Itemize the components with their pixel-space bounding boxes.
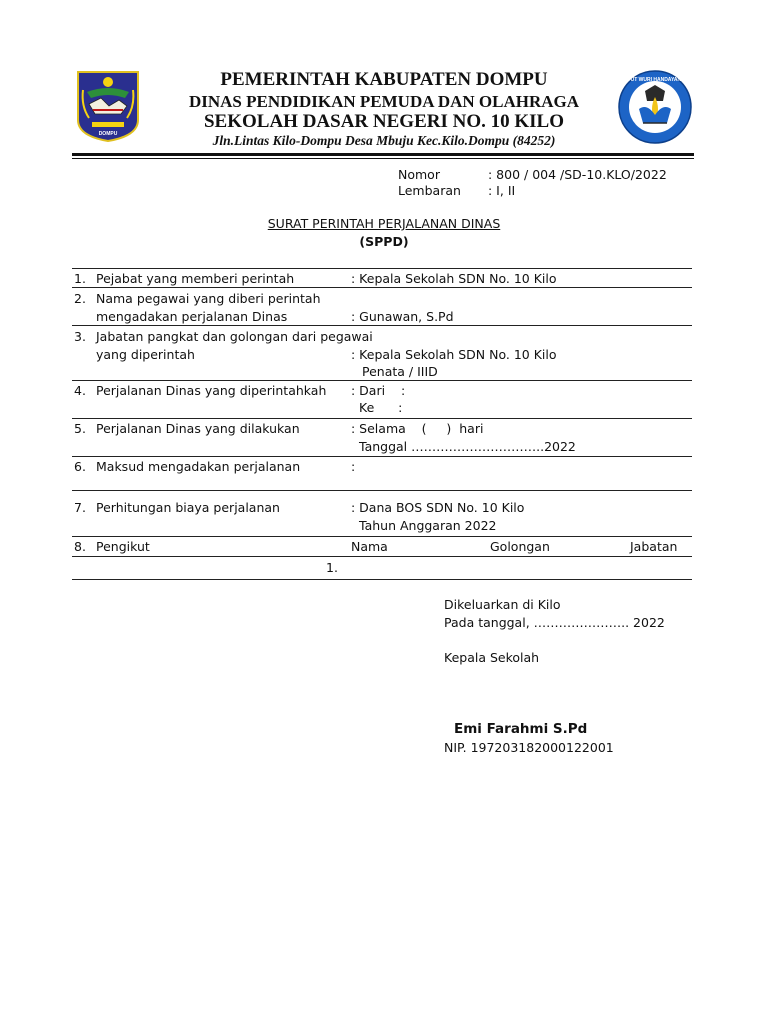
table-rule-4 [72, 418, 692, 419]
row-4-value-from: : Dari : [351, 383, 406, 398]
table-rule-bottom [72, 579, 692, 580]
row-4-label: Perjalanan Dinas yang diperintahkah [96, 383, 327, 398]
header-rule-thick [72, 153, 694, 156]
table-rule-3 [72, 380, 692, 381]
signer-nip: NIP. 197203182000122001 [444, 740, 614, 755]
row-6-number: 6. [74, 459, 86, 474]
issued-place: Dikeluarkan di Kilo [444, 597, 561, 612]
row-8-col-golongan: Golongan [490, 539, 550, 554]
document-subtitle: (SPPD) [359, 234, 409, 249]
row-2-number: 2. [74, 291, 86, 306]
row-2-label-line1: Nama pegawai yang diberi perintah [96, 291, 321, 306]
row-1-label: Pejabat yang memberi perintah [96, 271, 295, 286]
header-line-1: PEMERINTAH KABUPATEN DOMPU [220, 69, 548, 90]
lembaran-label: Lembaran [398, 183, 461, 198]
row-7-label: Perhitungan biaya perjalanan [96, 500, 280, 515]
row-5-value-date: Tanggal …………………………..2022 [359, 439, 576, 454]
row-5-number: 5. [74, 421, 86, 436]
header-rule-thin [72, 158, 694, 159]
row-3-label-line2: yang diperintah [96, 347, 195, 362]
row-5-value-duration: : Selama ( ) hari [351, 421, 484, 436]
row-3-value-line2: Penata / IIID [362, 364, 438, 379]
lembaran-value: : I, II [488, 183, 516, 198]
row-8-item-1: 1. [326, 560, 338, 575]
issued-date: Pada tanggal, ………………….. 2022 [444, 615, 665, 630]
table-rule-6 [72, 490, 692, 491]
row-3-value-line1: : Kepala Sekolah SDN No. 10 Kilo [351, 347, 557, 362]
emblem-caption: DOMPU [98, 131, 118, 137]
nomor-label: Nomor [398, 167, 440, 182]
row-1-number: 1. [74, 271, 86, 286]
table-rule-1 [72, 287, 692, 288]
row-2-label-line2: mengadakan perjalanan Dinas [96, 309, 288, 324]
row-7-value-line2: Tahun Anggaran 2022 [359, 518, 497, 533]
table-rule-8 [72, 556, 692, 557]
row-7-number: 7. [74, 500, 86, 515]
row-8-number: 8. [74, 539, 86, 554]
row-5-label: Perjalanan Dinas yang dilakukan [96, 421, 300, 436]
table-rule-2 [72, 325, 692, 326]
header-line-3: SEKOLAH DASAR NEGERI NO. 10 KILO [203, 111, 564, 132]
header-line-2: DINAS PENDIDIKAN PEMUDA DAN OLAHRAGA [188, 92, 580, 111]
row-8-col-jabatan: Jabatan [630, 539, 678, 554]
table-rule-5 [72, 456, 692, 457]
row-8-col-nama: Nama [351, 539, 388, 554]
row-3-number: 3. [74, 329, 86, 344]
row-8-label: Pengikut [96, 539, 150, 554]
row-3-label-line1: Jabatan pangkat dan golongan dari pegawai [96, 329, 373, 344]
table-rule-top [72, 268, 692, 269]
nomor-value: : 800 / 004 /SD-10.KLO/2022 [488, 167, 667, 182]
document-title: SURAT PERINTAH PERJALANAN DINAS [267, 216, 501, 231]
signer-name: Emi Farahmi S.Pd [454, 721, 588, 737]
row-1-value: : Kepala Sekolah SDN No. 10 Kilo [351, 271, 557, 286]
row-4-number: 4. [74, 383, 86, 398]
table-rule-7 [72, 536, 692, 537]
logo-motto: TUT WURI HANDAYANI [627, 77, 683, 83]
row-6-value: : [351, 459, 356, 474]
row-2-value: : Gunawan, S.Pd [351, 309, 454, 324]
row-4-value-to: Ke : [359, 400, 403, 415]
row-6-label: Maksud mengadakan perjalanan [96, 459, 301, 474]
signer-position: Kepala Sekolah [444, 650, 540, 665]
header-address: Jln.Lintas Kilo-Dompu Desa Mbuju Kec.Kilo.Dompu (84252) [212, 133, 556, 148]
row-7-value-line1: : Dana BOS SDN No. 10 Kilo [351, 500, 525, 515]
